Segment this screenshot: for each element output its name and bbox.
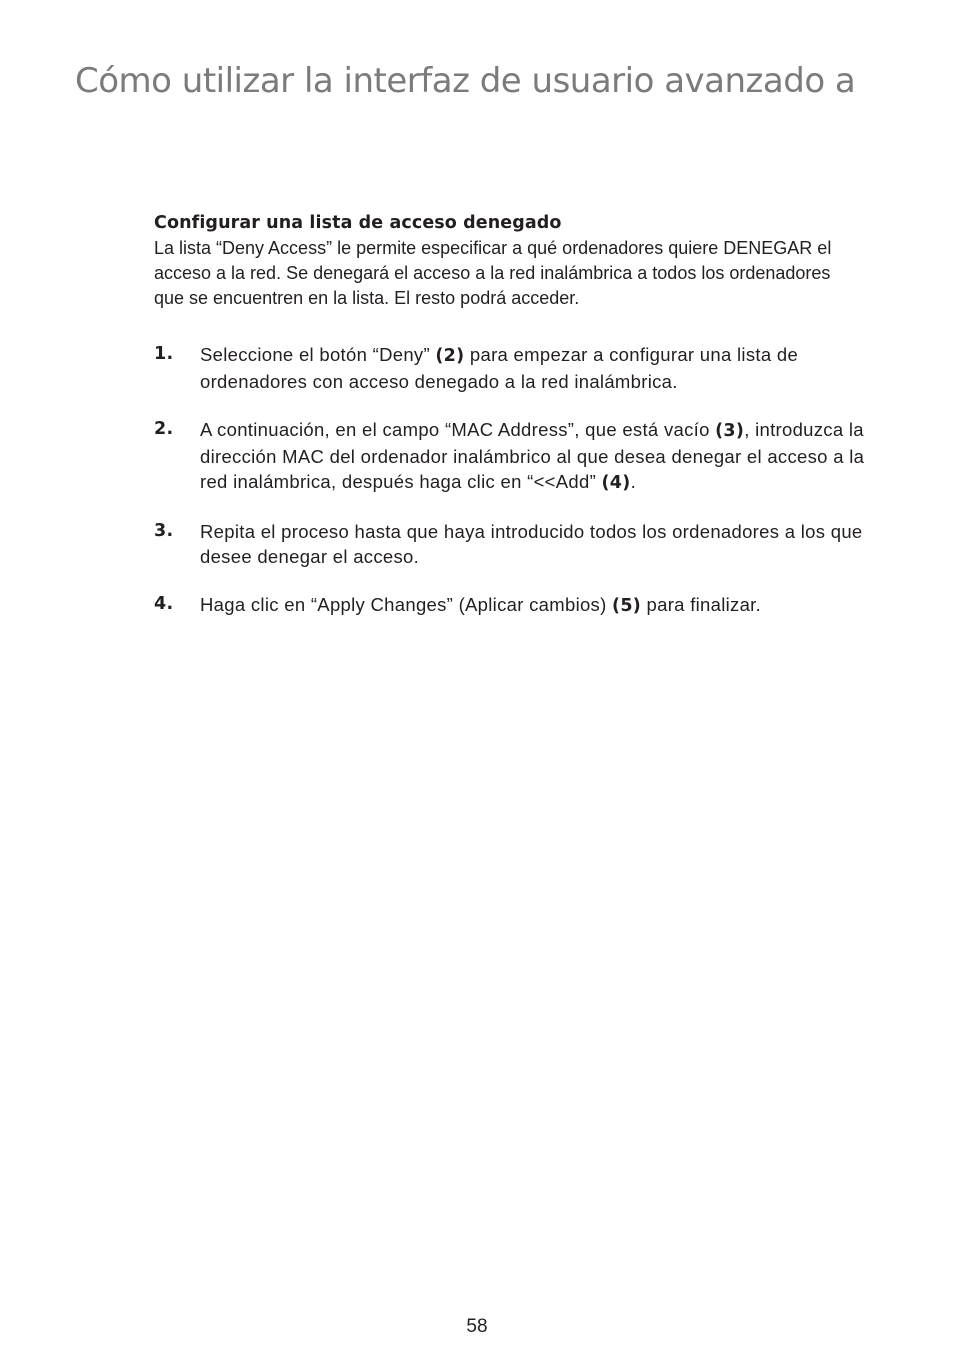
step-4 [154, 592, 874, 619]
step-3 [154, 519, 874, 569]
step-number: 4. [154, 594, 174, 614]
step-text: para empezar a configurar una lista de ordenadores con acceso denegado a la red inalámbrica. [200, 344, 799, 392]
step-number: 1. [154, 344, 174, 364]
page-title: Cómo utilizar la interfaz de usuario avanzado a [75, 61, 856, 101]
step-text: Haga clic en “Apply Changes” (Aplicar cambios) [200, 594, 613, 615]
step-number: 3. [154, 521, 174, 541]
callout-ref: (4) [601, 473, 631, 493]
step-2 [154, 417, 874, 496]
step-1 [154, 342, 874, 394]
step-text: A continuación, en el campo “MAC Address”, que está vacío [200, 419, 716, 440]
step-text: . [630, 471, 637, 492]
step-text: , introduzca la dirección MAC del ordenador inalámbrico al que desea denegar el acceso a la red inalámbrica, después haga clic en “<<Add” [200, 419, 865, 492]
step-text: Seleccione el botón “Deny” [200, 344, 436, 365]
section-heading: Configurar una lista de acceso denegado [154, 213, 562, 233]
steps-list [154, 342, 874, 619]
page-number: 58 [466, 1316, 488, 1337]
section-intro: La lista “Deny Access” le permite especificar a qué ordenadores quiere DENEGAR el acceso a la red. Se denegará el acceso a la red inalámbrica a todos los ordenadores que se encuentren en la lista. El resto podrá acceder. [154, 238, 832, 308]
step-text: Repita el proceso hasta que haya introducido todos los ordenadores a los que desee denegar el acceso. [200, 521, 863, 567]
step-text: para finalizar. [641, 594, 762, 615]
step-number: 2. [154, 419, 174, 439]
callout-ref: (2) [435, 346, 465, 366]
deny-access-section [154, 210, 874, 642]
callout-ref: (5) [612, 596, 642, 616]
callout-ref: (3) [715, 421, 745, 441]
